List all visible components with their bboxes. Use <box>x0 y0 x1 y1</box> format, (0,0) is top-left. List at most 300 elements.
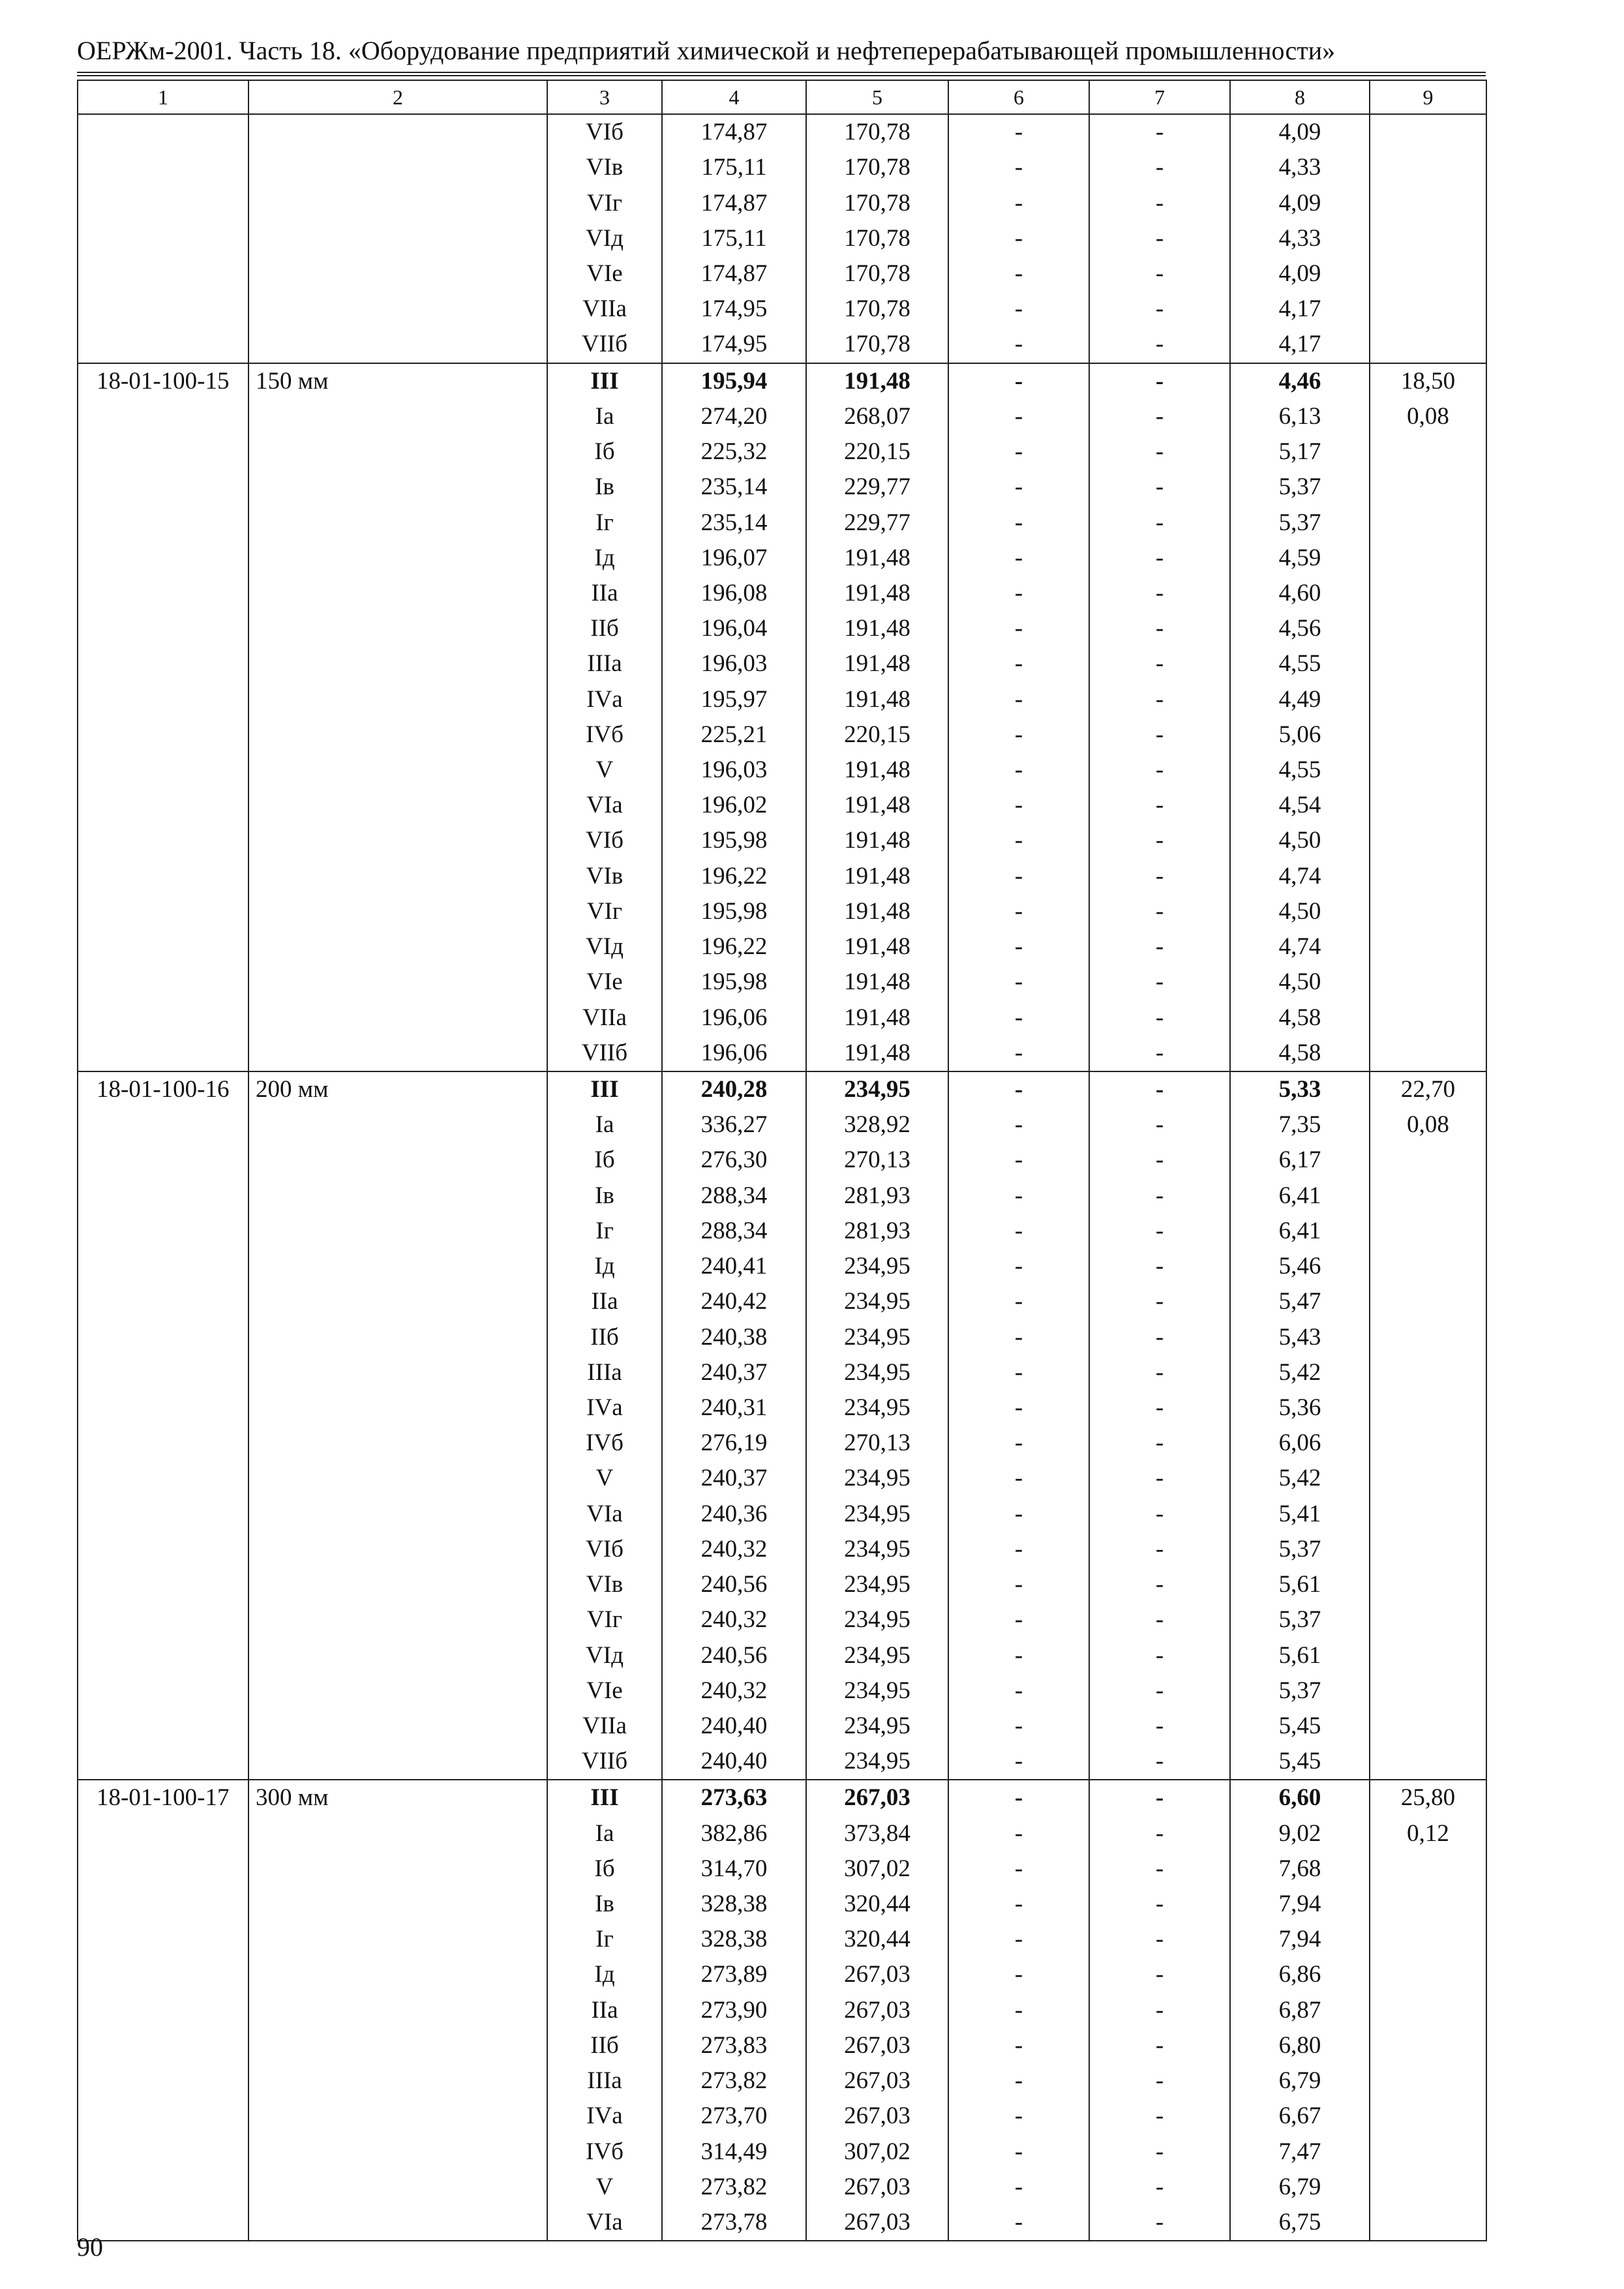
value-cell: 6,87 <box>1230 1993 1370 2028</box>
value-cell: 5,61 <box>1230 1638 1370 1673</box>
value-cell: - <box>1089 1355 1230 1390</box>
value-cell: 5,61 <box>1230 1567 1370 1602</box>
table-row <box>78 646 1486 681</box>
value-cell: 240,40 <box>662 1744 806 1780</box>
value-cell: 4,74 <box>1230 859 1370 894</box>
value-cell: - <box>1089 1036 1230 1071</box>
value-cell: 170,78 <box>806 221 948 256</box>
value-cell: 267,03 <box>806 2205 948 2241</box>
table-row <box>78 1249 1486 1284</box>
extra-cell <box>1370 114 1486 150</box>
value-cell: - <box>948 894 1089 929</box>
value-cell: 240,28 <box>662 1071 806 1107</box>
page-header: ОЕРЖм-2001. Часть 18. «Оборудование предприятий химической и нефтеперерабатывающей промышленности» <box>77 36 1336 65</box>
extra-cell <box>1370 1922 1486 1957</box>
class-cell: IIа <box>547 1993 662 2028</box>
value-cell: 234,95 <box>806 1709 948 1744</box>
value-cell: 7,94 <box>1230 1887 1370 1922</box>
value-cell: 240,42 <box>662 1284 806 1319</box>
code-cell <box>78 576 248 611</box>
table-row <box>78 399 1486 434</box>
class-cell: IVа <box>547 1390 662 1426</box>
extra-cell <box>1370 1497 1486 1532</box>
value-cell: 5,43 <box>1230 1319 1370 1354</box>
value-cell: 4,33 <box>1230 150 1370 185</box>
code-cell <box>78 434 248 470</box>
value-cell: 191,48 <box>806 1000 948 1035</box>
name-cell <box>248 1532 547 1567</box>
table-row <box>78 1426 1486 1461</box>
extra-cell <box>1370 753 1486 788</box>
value-cell: - <box>948 150 1089 185</box>
value-cell: - <box>1089 2205 1230 2241</box>
table-row <box>78 788 1486 823</box>
value-cell: 328,38 <box>662 1922 806 1957</box>
table-row <box>78 859 1486 894</box>
value-cell: 240,37 <box>662 1355 806 1390</box>
value-cell: 240,38 <box>662 1319 806 1354</box>
code-cell <box>78 505 248 540</box>
extra-cell <box>1370 576 1486 611</box>
value-cell: 174,87 <box>662 185 806 220</box>
code-cell <box>78 1851 248 1887</box>
value-cell: - <box>1089 1709 1230 1744</box>
value-cell: - <box>948 2099 1089 2134</box>
extra-cell <box>1370 859 1486 894</box>
value-cell: - <box>1089 221 1230 256</box>
extra-cell <box>1370 221 1486 256</box>
value-cell: 174,87 <box>662 114 806 150</box>
value-cell: - <box>1089 1178 1230 1214</box>
name-cell <box>248 541 547 576</box>
value-cell: - <box>948 1709 1089 1744</box>
value-cell: 195,97 <box>662 682 806 717</box>
name-cell <box>248 1957 547 1992</box>
name-cell <box>248 823 547 858</box>
value-cell: - <box>1089 1816 1230 1851</box>
value-cell: 234,95 <box>806 1071 948 1107</box>
value-cell: - <box>948 363 1089 399</box>
value-cell: 4,55 <box>1230 646 1370 681</box>
value-cell: 320,44 <box>806 1887 948 1922</box>
code-cell: 18-01-100-15 <box>78 363 248 399</box>
table-row <box>78 1532 1486 1567</box>
column-number: 7 <box>1089 80 1230 114</box>
code-cell <box>78 1709 248 1744</box>
value-cell: - <box>1089 292 1230 327</box>
class-cell: VIв <box>547 1567 662 1602</box>
column-number: 4 <box>662 80 806 114</box>
class-cell: III <box>547 1780 662 1816</box>
extra-cell <box>1370 1744 1486 1780</box>
name-cell <box>248 1319 547 1354</box>
value-cell: 6,80 <box>1230 2028 1370 2063</box>
value-cell: 195,98 <box>662 894 806 929</box>
table-row <box>78 753 1486 788</box>
value-cell: 174,95 <box>662 327 806 363</box>
name-cell <box>248 327 547 363</box>
code-cell <box>78 150 248 185</box>
code-cell <box>78 2205 248 2241</box>
table-row <box>78 1887 1486 1922</box>
table-row <box>78 363 1486 399</box>
extra-cell <box>1370 505 1486 540</box>
value-cell: 175,11 <box>662 221 806 256</box>
extra-cell: 0,12 <box>1370 1816 1486 1851</box>
value-cell: 4,56 <box>1230 611 1370 646</box>
extra-cell <box>1370 1178 1486 1214</box>
name-cell <box>248 1036 547 1071</box>
table-row <box>78 2063 1486 2099</box>
table-row <box>78 2099 1486 2134</box>
value-cell: 196,04 <box>662 611 806 646</box>
value-cell: - <box>1089 2099 1230 2134</box>
table-row <box>78 1497 1486 1532</box>
code-cell <box>78 2028 248 2063</box>
value-cell: 4,58 <box>1230 1000 1370 1035</box>
column-number: 5 <box>806 80 948 114</box>
value-cell: - <box>948 646 1089 681</box>
extra-cell <box>1370 1638 1486 1673</box>
table-row <box>78 1107 1486 1143</box>
value-cell: 234,95 <box>806 1355 948 1390</box>
class-cell: IIб <box>547 611 662 646</box>
class-cell: VIб <box>547 823 662 858</box>
value-cell: - <box>1089 823 1230 858</box>
code-cell <box>78 965 248 1000</box>
value-cell: 5,47 <box>1230 1284 1370 1319</box>
value-cell: - <box>948 505 1089 540</box>
value-cell: 7,47 <box>1230 2134 1370 2169</box>
value-cell: 191,48 <box>806 682 948 717</box>
value-cell: - <box>948 717 1089 753</box>
value-cell: 225,32 <box>662 434 806 470</box>
name-cell <box>248 1816 547 1851</box>
code-cell <box>78 292 248 327</box>
value-cell: 267,03 <box>806 2170 948 2205</box>
class-cell: III <box>547 363 662 399</box>
value-cell: - <box>948 1567 1089 1602</box>
value-cell: - <box>1089 646 1230 681</box>
value-cell: - <box>948 434 1089 470</box>
value-cell: 4,50 <box>1230 894 1370 929</box>
extra-cell: 18,50 <box>1370 363 1486 399</box>
value-cell: 5,36 <box>1230 1390 1370 1426</box>
name-cell <box>248 1107 547 1143</box>
value-cell: 273,70 <box>662 2099 806 2134</box>
code-cell <box>78 1390 248 1426</box>
value-cell: - <box>948 292 1089 327</box>
name-cell <box>248 646 547 681</box>
value-cell: 195,94 <box>662 363 806 399</box>
name-cell <box>248 1249 547 1284</box>
code-cell <box>78 541 248 576</box>
name-cell <box>248 1851 547 1887</box>
name-cell <box>248 1887 547 1922</box>
table-row <box>78 682 1486 717</box>
value-cell: 5,37 <box>1230 1532 1370 1567</box>
class-cell: Iд <box>547 1957 662 1992</box>
value-cell: 6,67 <box>1230 2099 1370 2134</box>
extra-cell <box>1370 1567 1486 1602</box>
value-cell: 240,40 <box>662 1709 806 1744</box>
class-cell: VIг <box>547 1602 662 1638</box>
name-cell <box>248 682 547 717</box>
value-cell: - <box>948 1390 1089 1426</box>
table-row <box>78 256 1486 292</box>
value-cell: - <box>1089 399 1230 434</box>
table-row <box>78 1461 1486 1496</box>
name-cell <box>248 150 547 185</box>
class-cell: IIIа <box>547 2063 662 2099</box>
class-cell: VIа <box>547 1497 662 1532</box>
extra-cell: 0,08 <box>1370 399 1486 434</box>
value-cell: - <box>1089 1744 1230 1780</box>
code-cell <box>78 1602 248 1638</box>
class-cell: Iа <box>547 1816 662 1851</box>
value-cell: 191,48 <box>806 929 948 965</box>
value-cell: 5,42 <box>1230 1461 1370 1496</box>
value-cell: 6,06 <box>1230 1426 1370 1461</box>
value-cell: 7,68 <box>1230 1851 1370 1887</box>
value-cell: - <box>948 859 1089 894</box>
class-cell: Iа <box>547 399 662 434</box>
value-cell: - <box>1089 327 1230 363</box>
value-cell: - <box>1089 256 1230 292</box>
value-cell: 196,22 <box>662 929 806 965</box>
table-row <box>78 1214 1486 1249</box>
table-row <box>78 1319 1486 1354</box>
value-cell: 191,48 <box>806 788 948 823</box>
extra-cell <box>1370 2099 1486 2134</box>
value-cell: - <box>948 1036 1089 1071</box>
extra-cell <box>1370 682 1486 717</box>
name-cell <box>248 859 547 894</box>
value-cell: - <box>948 470 1089 505</box>
value-cell: 273,90 <box>662 1993 806 2028</box>
value-cell: 191,48 <box>806 1036 948 1071</box>
value-cell: 4,17 <box>1230 327 1370 363</box>
table-row <box>78 1284 1486 1319</box>
extra-cell: 25,80 <box>1370 1780 1486 1816</box>
class-cell: VIIа <box>547 292 662 327</box>
class-cell: IIа <box>547 576 662 611</box>
code-cell <box>78 1036 248 1071</box>
extra-cell <box>1370 292 1486 327</box>
class-cell: IVб <box>547 1426 662 1461</box>
value-cell: 229,77 <box>806 470 948 505</box>
name-cell <box>248 2063 547 2099</box>
table-row <box>78 894 1486 929</box>
code-cell <box>78 646 248 681</box>
extra-cell <box>1370 1461 1486 1496</box>
column-number: 8 <box>1230 80 1370 114</box>
code-cell <box>78 114 248 150</box>
value-cell: - <box>948 1355 1089 1390</box>
value-cell: 4,60 <box>1230 576 1370 611</box>
extra-cell <box>1370 646 1486 681</box>
extra-cell <box>1370 1284 1486 1319</box>
name-cell <box>248 965 547 1000</box>
value-cell: 175,11 <box>662 150 806 185</box>
extra-cell <box>1370 611 1486 646</box>
class-cell: VIа <box>547 2205 662 2241</box>
value-cell: 6,86 <box>1230 1957 1370 1992</box>
class-cell: VIд <box>547 1638 662 1673</box>
value-cell: - <box>948 2134 1089 2169</box>
name-cell <box>248 1922 547 1957</box>
value-cell: - <box>1089 576 1230 611</box>
value-cell: 5,06 <box>1230 717 1370 753</box>
value-cell: 328,38 <box>662 1887 806 1922</box>
name-cell <box>248 1567 547 1602</box>
class-cell: VIб <box>547 114 662 150</box>
value-cell: - <box>1089 1426 1230 1461</box>
name-cell <box>248 1355 547 1390</box>
code-cell <box>78 1000 248 1035</box>
extra-cell <box>1370 1851 1486 1887</box>
value-cell: 4,17 <box>1230 292 1370 327</box>
value-cell: 4,46 <box>1230 363 1370 399</box>
class-cell: VIа <box>547 788 662 823</box>
value-cell: 268,07 <box>806 399 948 434</box>
value-cell: - <box>1089 505 1230 540</box>
value-cell: 220,15 <box>806 434 948 470</box>
class-cell: VIе <box>547 1673 662 1709</box>
code-cell <box>78 1887 248 1922</box>
extra-cell <box>1370 1673 1486 1709</box>
extra-cell <box>1370 1957 1486 1992</box>
code-cell <box>78 753 248 788</box>
value-cell: - <box>1089 965 1230 1000</box>
value-cell: - <box>1089 1851 1230 1887</box>
value-cell: - <box>1089 1000 1230 1035</box>
value-cell: - <box>948 1993 1089 2028</box>
value-cell: - <box>1089 1602 1230 1638</box>
value-cell: 273,89 <box>662 1957 806 1992</box>
table-row <box>78 327 1486 363</box>
value-cell: - <box>948 541 1089 576</box>
value-cell: 196,02 <box>662 788 806 823</box>
extra-cell <box>1370 2134 1486 2169</box>
value-cell: 267,03 <box>806 1993 948 2028</box>
value-cell: - <box>948 2028 1089 2063</box>
value-cell: - <box>948 1744 1089 1780</box>
value-cell: 235,14 <box>662 505 806 540</box>
value-cell: 5,33 <box>1230 1071 1370 1107</box>
value-cell: - <box>948 221 1089 256</box>
column-number-row <box>78 80 1486 114</box>
value-cell: - <box>948 1319 1089 1354</box>
extra-cell <box>1370 256 1486 292</box>
value-cell: 4,50 <box>1230 823 1370 858</box>
extra-cell <box>1370 1426 1486 1461</box>
value-cell: 220,15 <box>806 717 948 753</box>
extra-cell <box>1370 185 1486 220</box>
value-cell: 5,37 <box>1230 1673 1370 1709</box>
value-cell: - <box>1089 1319 1230 1354</box>
value-cell: 273,82 <box>662 2170 806 2205</box>
extra-cell <box>1370 929 1486 965</box>
class-cell: VIд <box>547 929 662 965</box>
code-cell <box>78 859 248 894</box>
value-cell: 6,75 <box>1230 2205 1370 2241</box>
value-cell: 191,48 <box>806 859 948 894</box>
value-cell: 234,95 <box>806 1284 948 1319</box>
name-cell <box>248 1390 547 1426</box>
code-cell <box>78 1461 248 1496</box>
class-cell: IIб <box>547 1319 662 1354</box>
name-cell <box>248 2170 547 2205</box>
value-cell: 320,44 <box>806 1922 948 1957</box>
name-cell <box>248 399 547 434</box>
name-cell <box>248 2134 547 2169</box>
value-cell: 4,74 <box>1230 929 1370 965</box>
value-cell: - <box>1089 363 1230 399</box>
class-cell: V <box>547 753 662 788</box>
value-cell: - <box>1089 1922 1230 1957</box>
code-cell <box>78 2134 248 2169</box>
name-cell <box>248 2205 547 2241</box>
value-cell: 276,19 <box>662 1426 806 1461</box>
value-cell: 191,48 <box>806 576 948 611</box>
value-cell: - <box>948 965 1089 1000</box>
extra-cell <box>1370 541 1486 576</box>
value-cell: 273,63 <box>662 1780 806 1816</box>
value-cell: 5,45 <box>1230 1744 1370 1780</box>
value-cell: 6,41 <box>1230 1178 1370 1214</box>
table-row <box>78 1851 1486 1887</box>
value-cell: 196,03 <box>662 646 806 681</box>
value-cell: 240,31 <box>662 1390 806 1426</box>
value-cell: - <box>948 1922 1089 1957</box>
extra-cell <box>1370 1532 1486 1567</box>
code-cell <box>78 399 248 434</box>
name-cell <box>248 434 547 470</box>
value-cell: 234,95 <box>806 1744 948 1780</box>
code-cell <box>78 1214 248 1249</box>
name-cell <box>248 1143 547 1178</box>
class-cell: III <box>547 1071 662 1107</box>
value-cell: - <box>1089 2063 1230 2099</box>
value-cell: 191,48 <box>806 894 948 929</box>
value-cell: 307,02 <box>806 2134 948 2169</box>
code-cell <box>78 1993 248 2028</box>
extra-cell <box>1370 470 1486 505</box>
class-cell: Iв <box>547 1178 662 1214</box>
value-cell: - <box>948 1214 1089 1249</box>
value-cell: - <box>948 682 1089 717</box>
code-cell <box>78 185 248 220</box>
class-cell: IIIа <box>547 646 662 681</box>
value-cell: - <box>1089 1887 1230 1922</box>
value-cell: - <box>1089 1461 1230 1496</box>
name-cell <box>248 114 547 150</box>
table-row <box>78 1638 1486 1673</box>
value-cell: 314,70 <box>662 1851 806 1887</box>
class-cell: VIв <box>547 150 662 185</box>
value-cell: - <box>948 1602 1089 1638</box>
value-cell: - <box>948 256 1089 292</box>
value-cell: 336,27 <box>662 1107 806 1143</box>
code-cell <box>78 1355 248 1390</box>
class-cell: Iг <box>547 505 662 540</box>
value-cell: 191,48 <box>806 541 948 576</box>
value-cell: 196,07 <box>662 541 806 576</box>
class-cell: IIа <box>547 1284 662 1319</box>
value-cell: 267,03 <box>806 1780 948 1816</box>
value-cell: - <box>1089 434 1230 470</box>
